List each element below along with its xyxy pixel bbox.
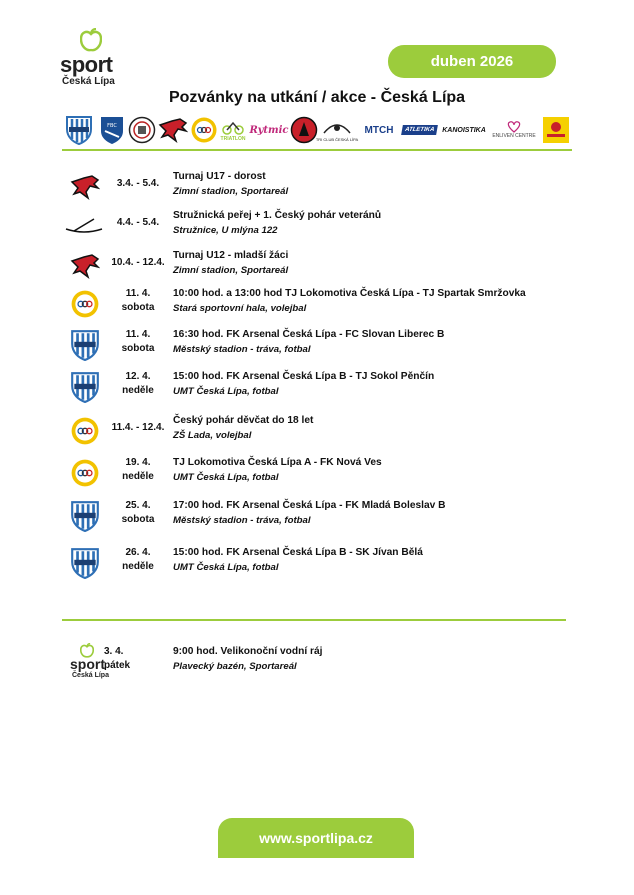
event-date — [102, 546, 174, 574]
section-divider — [62, 619, 566, 621]
logo-word: sport — [60, 52, 113, 77]
event-title: 9:00 hod. Velikonoční vodní ráj — [173, 646, 323, 657]
lokomotiva-icon — [70, 289, 100, 319]
event-venue: ZŠ Lada, volejbal — [173, 430, 252, 441]
event-date — [102, 456, 174, 484]
event-row — [62, 287, 582, 323]
event-row — [62, 170, 582, 206]
event-date — [102, 370, 174, 398]
event-row — [62, 499, 582, 535]
event-title: 17:00 hod. FK Arsenal Česká Lípa - FK Mladá Boleslav B — [173, 500, 446, 511]
event-date — [102, 328, 174, 356]
event-date-line2: pátek — [104, 660, 131, 671]
event-date-line2: neděle — [122, 385, 154, 396]
event-row — [62, 546, 582, 582]
rytmic-logo-text: Rytmic — [249, 124, 289, 136]
mtch-logo-text: MTCH — [364, 124, 394, 136]
event-row — [62, 414, 582, 450]
lokomotiva-icon — [70, 416, 100, 446]
rytmic-logo — [250, 114, 288, 146]
kanoistika-logo — [442, 114, 486, 146]
kanoistika-icon — [64, 211, 104, 241]
event-row — [62, 209, 582, 245]
lokomotiva-icon — [70, 458, 100, 488]
event-date-line1: 3. 4. — [104, 646, 124, 657]
event-venue: UMT Česká Lípa, fotbal — [173, 472, 279, 483]
club-round-logo — [128, 114, 156, 146]
event-date-line1: 11. 4. — [125, 288, 151, 299]
extra-event-row — [62, 645, 582, 681]
event-venue: Městský stadion - tráva, fotbal — [173, 515, 311, 526]
event-venue: Stružnice, U mlýna 122 — [173, 225, 278, 236]
event-date — [102, 287, 174, 315]
event-row — [62, 370, 582, 406]
mtch-logo — [358, 114, 400, 146]
arsenal-icon — [70, 372, 100, 402]
event-venue: UMT Česká Lípa, fotbal — [173, 386, 279, 397]
svg-text:FBC: FBC — [107, 123, 117, 129]
event-title: 15:00 hod. FK Arsenal Česká Lípa B - TJ Sokol Pěnčín — [173, 371, 435, 382]
partner-logo-strip — [62, 114, 572, 146]
event-row — [62, 328, 582, 364]
red-club-logo — [290, 114, 318, 146]
event-row — [62, 249, 582, 285]
header-divider — [62, 149, 572, 151]
event-date — [104, 645, 176, 673]
yellow-logo — [540, 114, 572, 146]
event-date-line1: 10.4. - 12.4. — [111, 257, 165, 268]
event-title: Stružnická peřej + 1. Český pohár veteránů — [173, 210, 382, 221]
event-title: 15:00 hod. FK Arsenal Česká Lípa B - SK Jívan Bělá — [173, 547, 423, 558]
page-title: Pozvánky na utkání / akce - Česká Lípa — [168, 89, 466, 106]
arsenal-logo — [62, 114, 96, 146]
event-date-line1: 26. 4. — [125, 547, 151, 558]
event-venue: Městský stadion - tráva, fotbal — [173, 344, 311, 355]
lokomotiva-logo — [190, 114, 218, 146]
event-date-line2: sobota — [121, 343, 155, 354]
event-date-line1: 3.4. - 5.4. — [116, 178, 160, 189]
event-date — [102, 256, 174, 270]
kanoistika-logo-text: KANOISTIKA — [442, 126, 486, 134]
event-date — [102, 499, 174, 527]
event-venue: Zimní stadion, Sportareál — [173, 186, 289, 197]
arsenal-icon — [70, 548, 100, 578]
apple-icon — [80, 28, 102, 52]
event-date-line1: 19. 4. — [125, 457, 151, 468]
event-title: Turnaj U17 - dorost — [173, 171, 266, 182]
event-venue: Stará sportovní hala, volejbal — [173, 303, 307, 314]
triatlon-logo — [218, 114, 248, 146]
event-date-line1: 25. 4. — [125, 500, 151, 511]
hawk-icon — [70, 251, 100, 281]
tri-club-logo-text: TRI CLUB ČESKÁ LÍPA — [315, 136, 359, 142]
event-date-line1: 12. 4. — [125, 371, 151, 382]
logo-subtitle: Česká Lípa — [62, 76, 115, 87]
event-title: 10:00 hod. a 13:00 hod TJ Lokomotiva Česká Lípa - TJ Spartak Smržovka — [173, 288, 526, 299]
event-date — [102, 216, 174, 230]
tri-club-logo — [315, 114, 359, 146]
hawk-icon — [70, 172, 100, 202]
event-date-line2: neděle — [122, 471, 154, 482]
event-date-line1: 11. 4. — [125, 329, 151, 340]
hawk-logo — [158, 114, 188, 146]
event-title: 16:30 hod. FK Arsenal Česká Lípa - FC Slovan Liberec B — [173, 329, 445, 340]
event-date-line1: 4.4. - 5.4. — [116, 217, 160, 228]
triatlon-logo-text: TRIATLON — [220, 136, 246, 142]
arsenal-icon — [70, 501, 100, 531]
event-date — [102, 421, 174, 435]
event-row — [62, 456, 582, 492]
event-date-line1: 11.4. - 12.4. — [111, 422, 165, 433]
event-date-line2: neděle — [122, 561, 154, 572]
event-date — [102, 177, 174, 191]
event-date-line2: sobota — [121, 302, 155, 313]
extra-logo-word: sport — [70, 656, 105, 672]
event-title: Turnaj U12 - mladší žáci — [173, 250, 289, 261]
event-venue: Plavecký bazén, Sportareál — [173, 661, 297, 672]
event-date-line2: sobota — [121, 514, 155, 525]
arsenal-icon — [70, 330, 100, 360]
enliven-logo — [488, 114, 540, 146]
event-venue: UMT Česká Lípa, fotbal — [173, 562, 279, 573]
month-badge: duben 2026 — [388, 45, 556, 78]
event-title: TJ Lokomotiva Česká Lípa A - FK Nová Ves — [173, 457, 382, 468]
fbc-logo — [98, 114, 126, 146]
website-link[interactable]: www.sportlipa.cz — [218, 818, 414, 858]
atletika-logo — [400, 114, 440, 146]
event-venue: Zimní stadion, Sportareál — [173, 265, 289, 276]
event-title: Český pohár děvčat do 18 let — [173, 415, 314, 426]
extra-logo-subtitle: Česká Lípa — [72, 672, 109, 679]
atletika-logo-text: ATLETIKA — [402, 125, 439, 135]
enliven-logo-text: ENLIVEN CENTRE — [492, 133, 536, 139]
